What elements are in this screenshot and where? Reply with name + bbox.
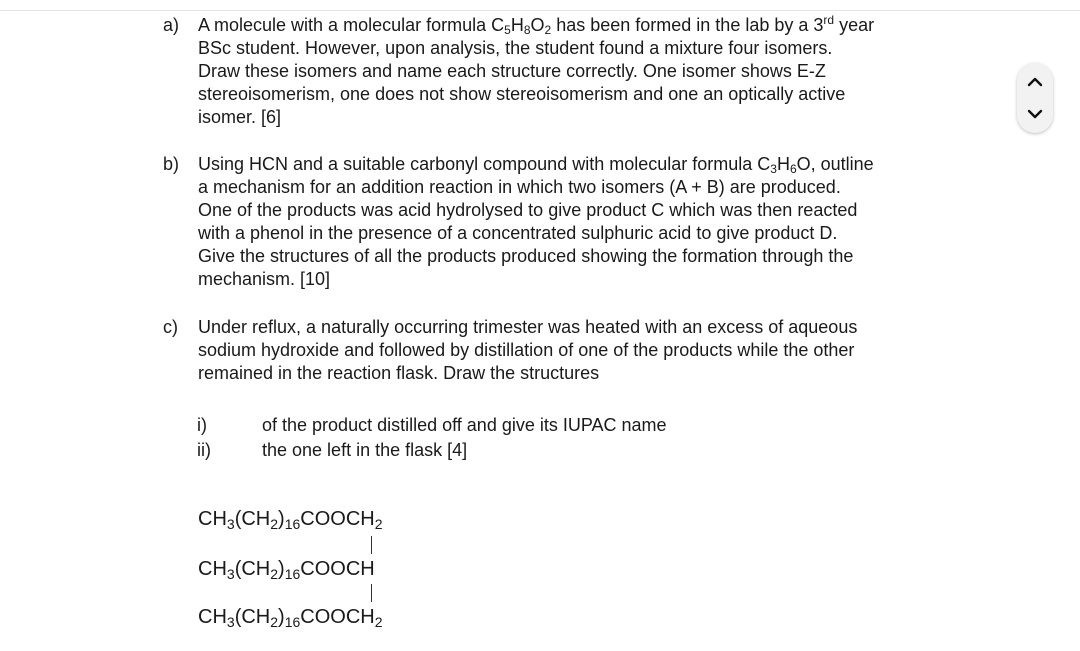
subitem-i-label: i) [197, 415, 207, 435]
question-a-line-5: isomer. [6] [198, 107, 282, 127]
question-c-line-3: remained in the reaction flask. Draw the structures [198, 363, 600, 383]
question-b-text [198, 153, 958, 291]
structure-row-1: $CH_3(CH_2)_{16}COOCH_2$ [198, 508, 383, 532]
question-a-label: a) [163, 15, 180, 35]
question-c-line-2: sodium hydroxide and followed by distillation of one of the products while the other [198, 340, 855, 360]
top-divider [0, 10, 1080, 11]
question-c-text [198, 316, 958, 385]
subitem-i-text: of the product distilled off and give its IUPAC name [262, 415, 667, 435]
question-a-line-2: BSc student. However, upon analysis, the student found a mixture four isomers. [198, 38, 833, 58]
scroll-up-button[interactable] [1017, 65, 1053, 99]
chevron-up-icon [1027, 76, 1043, 88]
scroll-down-button[interactable] [1017, 97, 1053, 131]
question-b-line-1: Using HCN and a suitable carbonyl compound with molecular formula $C_3H_6O$, outline [198, 154, 874, 176]
question-b-label: b) [163, 154, 180, 174]
question-b-line-5: Give the structures of all the products produced showing the formation through the [198, 246, 854, 266]
question-b-line-3: One of the products was acid hydrolysed to give product C which was then reacted [198, 200, 858, 220]
question-b-line-6: mechanism. [10] [198, 269, 331, 289]
subitem-ii-label: ii) [197, 440, 211, 460]
bond-line-2 [371, 584, 372, 602]
structure-row-3: $CH_3(CH_2)_{16}COOCH_2$ [198, 606, 383, 630]
question-b-line-2: a mechanism for an addition reaction in which two isomers (A + B) are produced. [198, 177, 841, 197]
structure-row-2: $CH_3(CH_2)_{16}COOCH$ [198, 558, 375, 582]
bond-line-1 [371, 536, 372, 554]
chevron-down-icon [1027, 108, 1043, 120]
question-b-line-4: with a phenol in the presence of a concentrated sulphuric acid to give product D. [198, 223, 838, 243]
question-a-text [198, 14, 958, 129]
subitem-ii-text: the one left in the flask [4] [262, 440, 468, 460]
question-c-line-1: Under reflux, a naturally occurring trimester was heated with an excess of aqueous [198, 317, 858, 337]
page-scroll-control [1017, 63, 1053, 133]
question-a-line-3: Draw these isomers and name each structure correctly. One isomer shows E-Z [198, 61, 826, 81]
question-a-line-4: stereoisomerism, one does not show stereoisomerism and one an optically active [198, 84, 846, 104]
question-a-line-1: A molecule with a molecular formula $C_5H_8O_2$ has been formed in the lab by a 3rd year [198, 13, 875, 37]
question-c-label: c) [163, 317, 178, 337]
